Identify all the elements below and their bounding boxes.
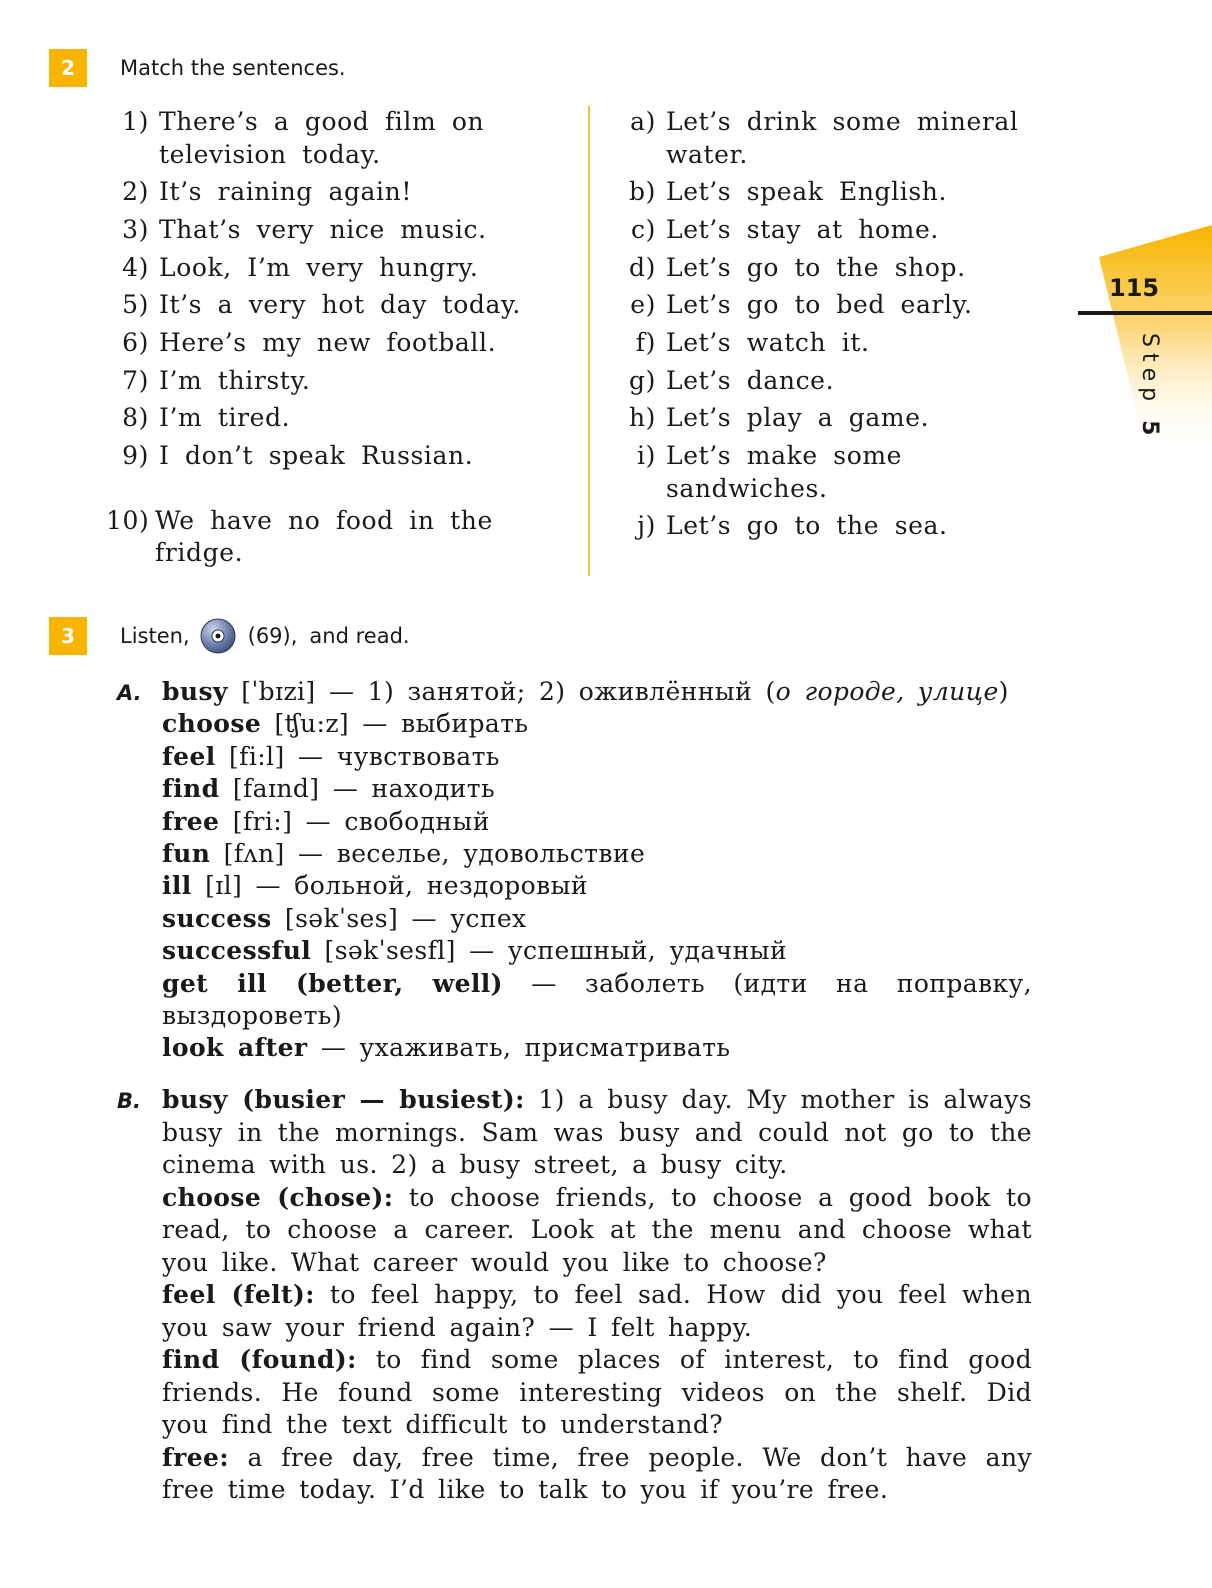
vocab-entry: successful [səkˈsesfl] — успешный, удачный: [162, 936, 788, 966]
vocab-entry: find [faɪnd] — находить: [162, 774, 495, 804]
list-item: h) Let’s play a game.: [628, 403, 930, 433]
responses-column: [618, 106, 1038, 548]
exercise-3-number: 3: [49, 617, 87, 655]
tab-rule: [1078, 311, 1212, 315]
vocab-entry: ill [ɪl] — больной, нездоровый: [162, 871, 588, 901]
examples-text: [162, 1084, 1032, 1507]
list-item: b) Let’s speak English.: [629, 177, 948, 207]
list-item: 4) Look, I’m very hungry.: [122, 252, 479, 282]
list-item: e) Let’s go to bed early.: [630, 290, 973, 320]
example-paragraph: busy (busier — busiest): 1) a busy day. My mother is always busy in the mornings. Sam was busy and could not go to the cinema with us. 2) a busy street, a busy city.: [162, 1085, 1032, 1179]
vocab-entry: free [fri:] — свободный: [162, 806, 490, 836]
list-item: a) Let’s drink some mineral water.: [630, 107, 1019, 169]
list-item: f) Let’s watch it.: [635, 327, 870, 357]
list-item: 6) Here’s my new football.: [122, 327, 497, 357]
vocab-entry: success [səkˈses] — успех: [162, 903, 527, 933]
step-label: Step 5: [1137, 333, 1162, 442]
vocab-entry: choose [ʧu:z] — выбирать: [162, 709, 529, 739]
list-item: 2) It’s raining again!: [122, 177, 412, 207]
exercise-2-number: 2: [49, 49, 87, 87]
list-item: 3) That’s very nice music.: [122, 214, 487, 244]
page-number: 115: [1109, 274, 1160, 302]
list-item: 10) We have no food in the fridge.: [106, 505, 493, 567]
sentences-column: [106, 106, 556, 575]
list-item: 5) It’s a very hot day today.: [122, 290, 521, 320]
vocab-entry: look after — ухаживать, присматривать: [162, 1033, 731, 1063]
vocab-entry: busy [ˈbɪzi] — 1) занятой; 2) оживлённый (о городе, улице): [162, 677, 1009, 706]
audio-cd-icon[interactable]: [200, 618, 236, 654]
vocab-entry: get ill (better, well) — заболеть (идти на поправку, выздороветь): [162, 968, 1032, 1031]
list-item: 9) I don’t speak Russian.: [122, 441, 474, 470]
exercise-2-instruction: Match the sentences.: [120, 56, 346, 80]
list-item: 8) I’m tired.: [122, 403, 291, 433]
vocab-entry: fun [fʌn] — веселье, удовольствие: [162, 839, 646, 869]
vocabulary-list: [162, 676, 1032, 1065]
section-b-label: B.: [117, 1089, 141, 1113]
list-item: d) Let’s go to the shop.: [629, 252, 966, 282]
list-item: c) Let’s stay at home.: [631, 214, 939, 244]
list-item: 1) There’s a good film on television today.: [122, 107, 485, 169]
vocab-entry: feel [fi:l] — чувствовать: [162, 741, 500, 771]
exercise-3-instruction: Listen, (69), and read.: [120, 617, 410, 655]
list-item: 7) I’m thirsty.: [122, 365, 311, 395]
example-paragraph: choose (chose): to choose friends, to choose a good book to read, to choose a career. Look at the menu and choose what you like. What career would you like to choose?: [162, 1182, 1032, 1277]
example-paragraph: free: a free day, free time, free people. We don’t have any free time today. I’d like to talk to you if you’re free.: [162, 1442, 1032, 1504]
example-paragraph: feel (felt): to feel happy, to feel sad. How did you feel when you saw your friend again? — I felt happy.: [162, 1280, 1032, 1342]
example-paragraph: find (found): to find some places of interest, to find good friends. He found some interesting videos on the shelf. Did you find the text difficult to understand?: [162, 1345, 1032, 1439]
section-a-label: A.: [117, 681, 142, 705]
list-item: j) Let’s go to the sea.: [637, 511, 948, 541]
column-divider: [588, 106, 590, 576]
list-item: i) Let’s make some sandwiches.: [637, 441, 903, 503]
list-item: g) Let’s dance.: [629, 365, 835, 395]
